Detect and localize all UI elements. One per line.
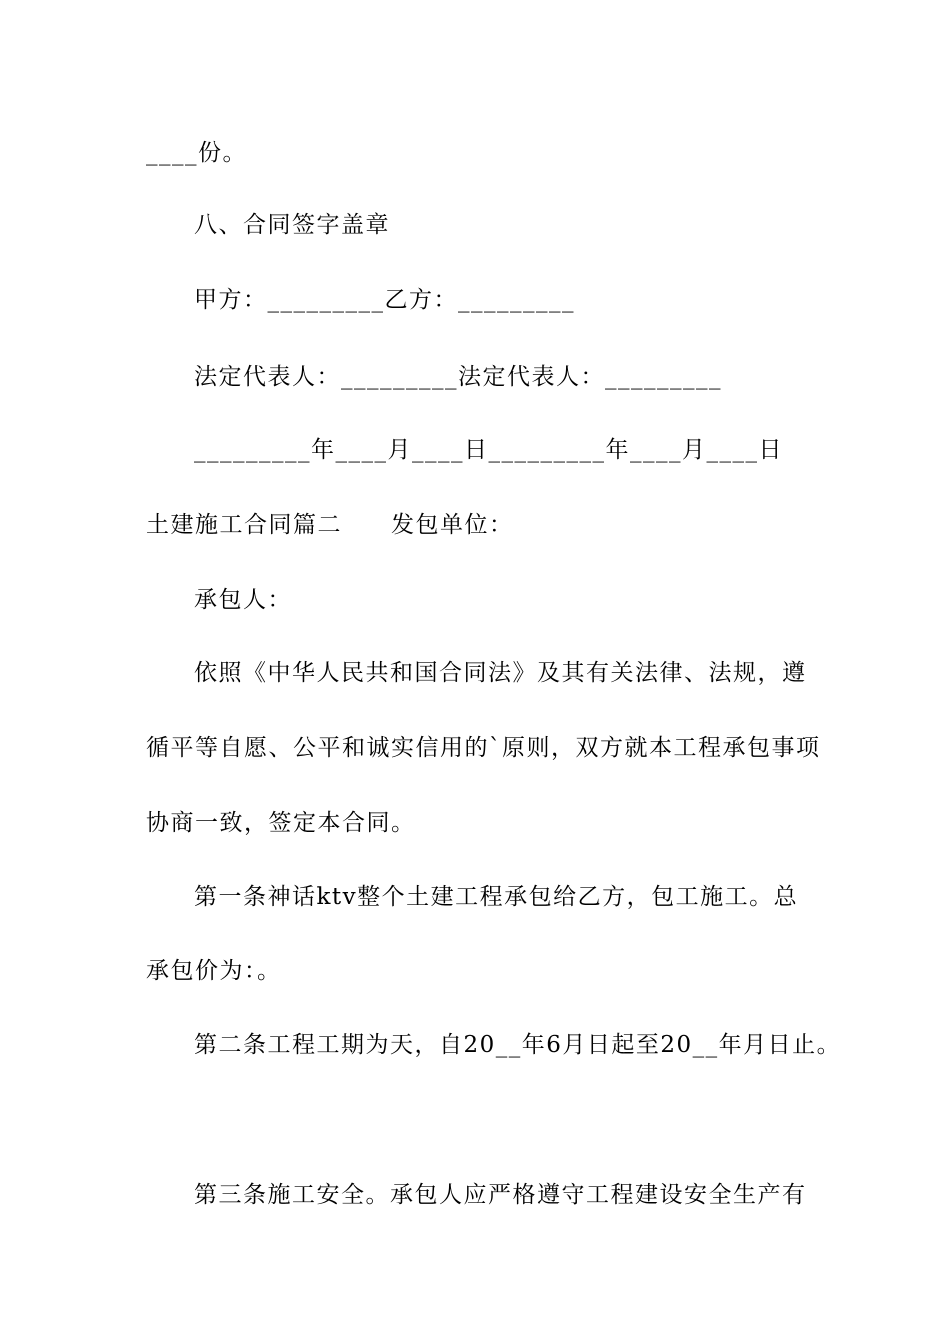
preamble-line-1: 依照《中华人民共和国合同法》及其有关法律、法规，遵 (194, 660, 807, 686)
section-eight-heading: 八、合同签字盖章 (194, 212, 390, 238)
date-line: _________年____月____日_________年____月____日 (194, 437, 783, 463)
article-three-line: 第三条施工安全。承包人应严格遵守工程建设安全生产有 (194, 1182, 807, 1208)
legal-representative-line: 法定代表人：_________法定代表人：_________ (194, 364, 722, 390)
article-one-line-1: 第一条神话ktv整个土建工程承包给乙方，包工施工。总 (194, 884, 799, 910)
copies-line: ____份。 (146, 140, 247, 166)
preamble-line-2: 循平等自愿、公平和诚实信用的`原则，双方就本工程承包事项 (146, 735, 821, 761)
contract-two-title: 土建施工合同篇二 发包单位： (146, 512, 514, 538)
article-one-line-2: 承包价为：。 (146, 958, 282, 984)
contractor-line: 承包人： (194, 587, 292, 613)
preamble-line-3: 协商一致，签定本合同。 (146, 810, 416, 836)
article-two-line: 第二条工程工期为天，自20__年6月日起至20__年月日止。 (194, 1032, 842, 1058)
party-signature-line: 甲方：_________乙方：_________ (194, 287, 575, 313)
